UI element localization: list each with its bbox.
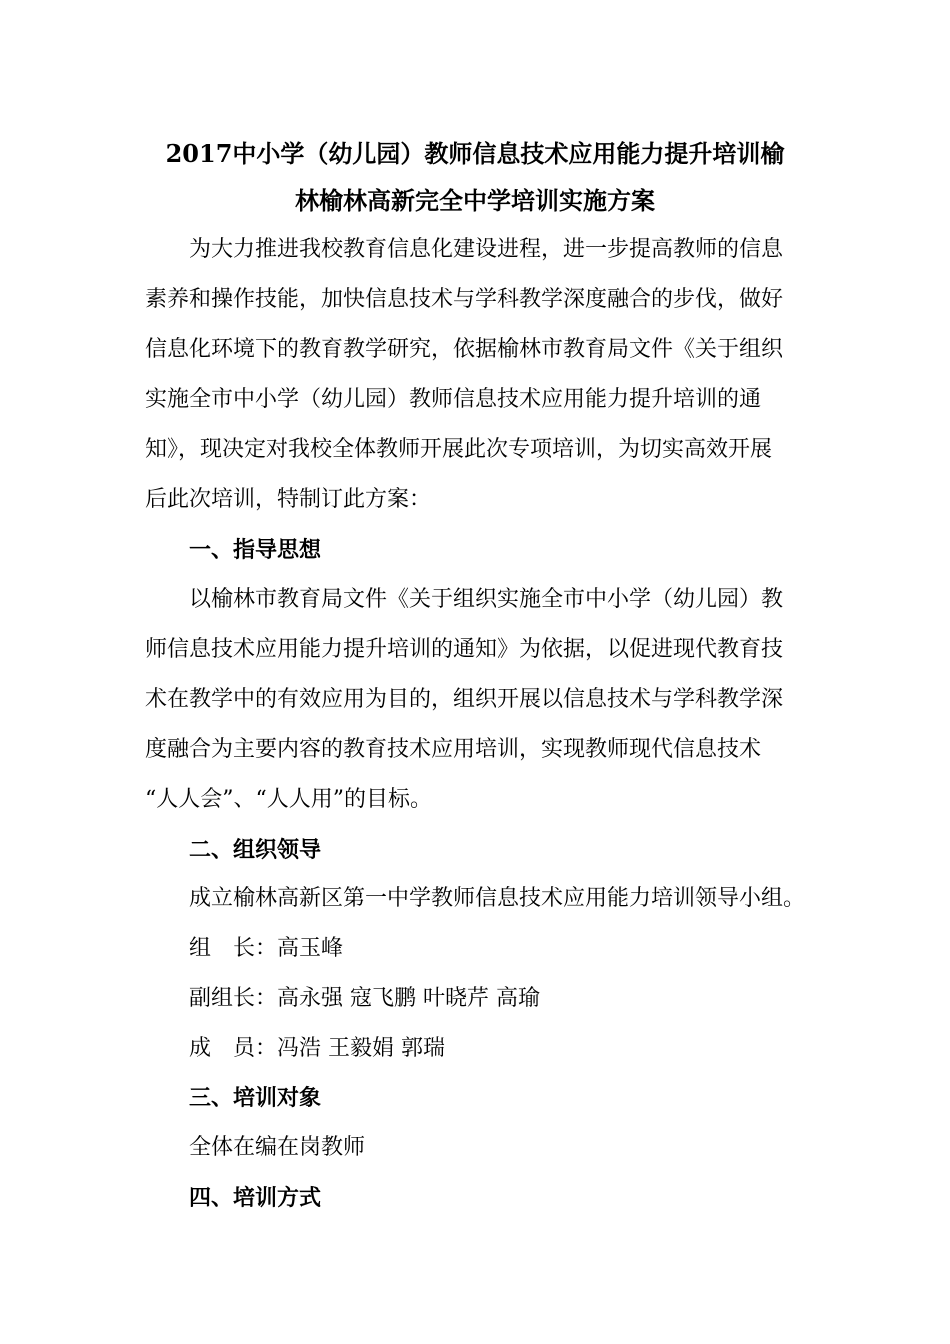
section1-paragraph-line: 师信息技术应用能力提升培训的通知》为依据，以促进现代教育技 <box>145 637 784 662</box>
section1-paragraph-line: 度融合为主要内容的教育技术应用培训，实现教师现代信息技术 <box>145 737 762 762</box>
deputy-leader-line: 副组长：高永强 寇飞鹏 叶晓芹 高瑜 <box>189 986 540 1011</box>
section-heading-guiding-ideology: 一、指导思想 <box>189 537 322 563</box>
section-heading-training-target: 三、培训对象 <box>189 1085 322 1111</box>
section1-paragraph-line: “人人会”、“人人用”的目标。 <box>145 787 432 812</box>
document-title-line-2: 林榆林高新完全中学培训实施方案 <box>295 186 655 215</box>
intro-paragraph-line: 素养和操作技能，加快信息技术与学科教学深度融合的步伐，做好 <box>145 287 784 312</box>
section2-paragraph-line: 成立榆林高新区第一中学教师信息技术应用能力培训领导小组。 <box>189 886 806 911</box>
intro-paragraph-line: 实施全市中小学（幼儿园）教师信息技术应用能力提升培训的通 <box>145 387 762 412</box>
intro-paragraph-line: 后此次培训，特制订此方案： <box>145 487 432 512</box>
section1-paragraph-line: 术在教学中的有效应用为目的，组织开展以信息技术与学科教学深 <box>145 687 784 712</box>
section1-paragraph-line: 以榆林市教育局文件《关于组织实施全市中小学（幼儿园）教 <box>189 587 784 612</box>
intro-paragraph-line: 信息化环境下的教育教学研究，依据榆林市教育局文件《关于组织 <box>145 337 784 362</box>
intro-paragraph-line: 知》，现决定对我校全体教师开展此次专项培训，为切实高效开展 <box>145 437 773 462</box>
section3-paragraph-line: 全体在编在岗教师 <box>189 1135 366 1160</box>
intro-paragraph-line: 为大力推进我校教育信息化建设进程，进一步提高教师的信息 <box>189 237 784 262</box>
members-line: 成 员：冯浩 王毅娟 郭瑞 <box>189 1036 445 1061</box>
leader-line: 组 长：高玉峰 <box>189 936 344 961</box>
section-heading-training-method: 四、培训方式 <box>189 1185 322 1211</box>
section-heading-organization: 二、组织领导 <box>189 837 322 863</box>
document-title-line-1: 2017中小学（幼儿园）教师信息技术应用能力提升培训榆 <box>165 139 785 168</box>
